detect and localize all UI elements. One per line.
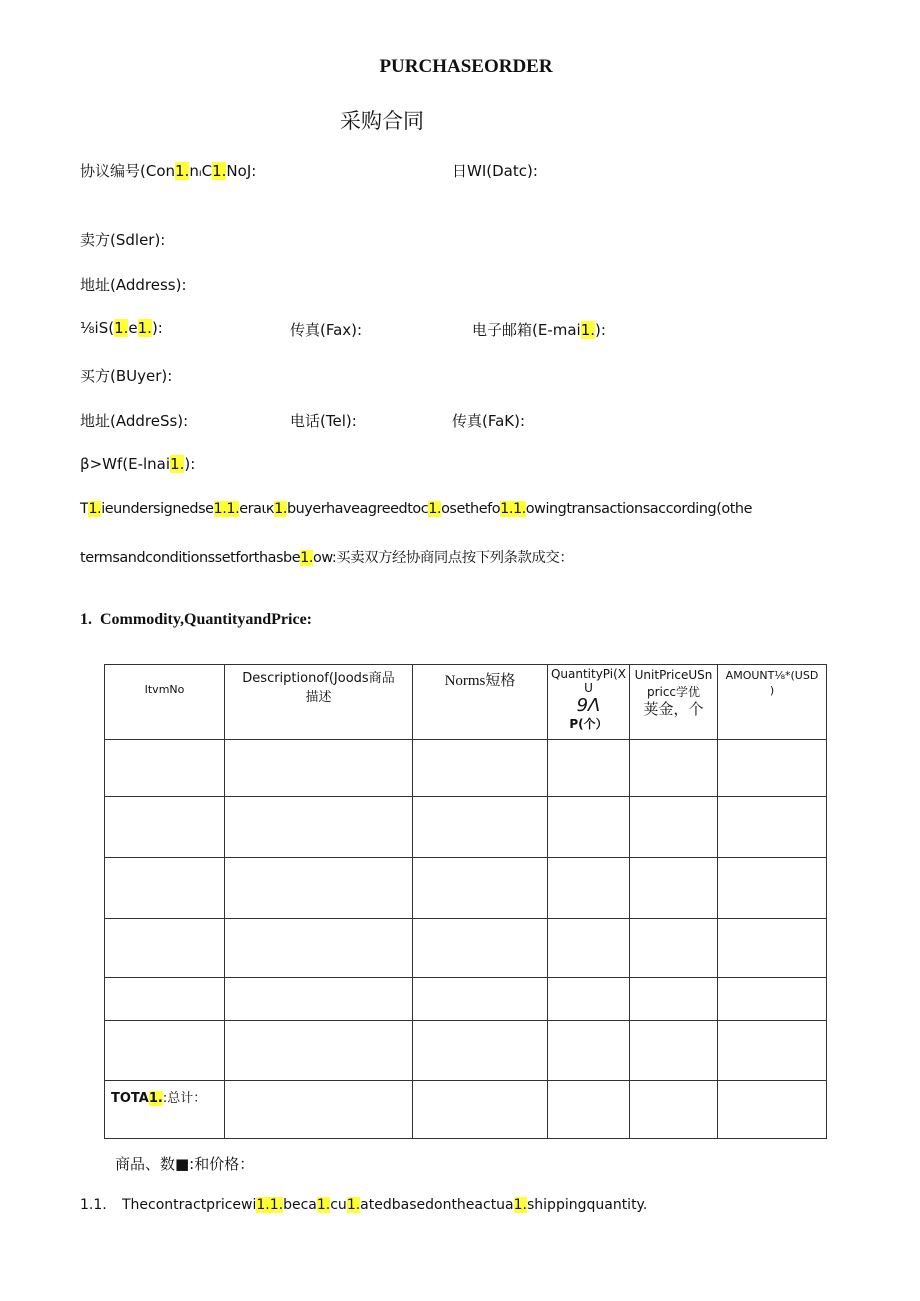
- table-cell[interactable]: [225, 1021, 413, 1081]
- table-cell[interactable]: [718, 1021, 827, 1081]
- table-cell[interactable]: [105, 919, 225, 978]
- total-cell[interactable]: [718, 1081, 827, 1139]
- total-cell[interactable]: [630, 1081, 718, 1139]
- date-label: 日WI(Datc):: [452, 162, 538, 180]
- table-cell[interactable]: [630, 919, 718, 978]
- table-cell[interactable]: [225, 919, 413, 978]
- total-cell[interactable]: [225, 1081, 413, 1139]
- table-row: [105, 740, 827, 797]
- table-note: 商品、数■:和价格：: [115, 1155, 255, 1173]
- table-cell[interactable]: [105, 797, 225, 858]
- table-cell[interactable]: [630, 1021, 718, 1081]
- intro-line-1: T1.ieundersignedse1.1.eraιк1.buyerhaveagreedtoc1.osethefo1.1.owingtransactionsaccording(othe: [80, 501, 752, 517]
- table-cell[interactable]: [225, 978, 413, 1021]
- document-title: PURCHASEORDER: [379, 56, 553, 77]
- table-cell[interactable]: [225, 740, 413, 797]
- table-cell[interactable]: [548, 978, 630, 1021]
- table-cell[interactable]: [413, 919, 548, 978]
- table-cell[interactable]: [548, 858, 630, 919]
- intro-line-2: termsandconditionssetforthasbe1.ow:买卖双方经协商同点按下列条款成交：: [80, 550, 574, 566]
- section-heading: 1. Commodity,QuantityandPrice:: [80, 611, 312, 628]
- table-cell[interactable]: [718, 858, 827, 919]
- table-cell[interactable]: [225, 858, 413, 919]
- seller-email-label: 电子邮箱(E-mai1.):: [472, 321, 606, 339]
- total-cell[interactable]: [413, 1081, 548, 1139]
- table-cell[interactable]: [105, 1021, 225, 1081]
- total-row: [105, 1081, 827, 1139]
- table-cell[interactable]: [548, 1021, 630, 1081]
- contract-no-label: 协议编号(Con1.nıC1.NoJ:: [80, 162, 257, 180]
- table-cell[interactable]: [413, 978, 548, 1021]
- table-cell[interactable]: [548, 919, 630, 978]
- commodity-table: [104, 664, 827, 1139]
- table-cell[interactable]: [548, 740, 630, 797]
- col-header-quantity: QuantityPi(X U 9Λ P(个）: [548, 665, 630, 740]
- table-cell[interactable]: [630, 740, 718, 797]
- table-cell[interactable]: [630, 978, 718, 1021]
- table-cell[interactable]: [718, 797, 827, 858]
- table-cell[interactable]: [413, 740, 548, 797]
- table-row: [105, 1021, 827, 1081]
- table-cell[interactable]: [105, 978, 225, 1021]
- table-cell[interactable]: [718, 740, 827, 797]
- document-subtitle: 采购合同: [340, 109, 424, 133]
- total-cell[interactable]: [548, 1081, 630, 1139]
- buyer-address-label: 地址(AddreSs):: [80, 412, 189, 430]
- table-cell[interactable]: [548, 797, 630, 858]
- total-label: TOTA1.:总计：: [105, 1081, 225, 1139]
- col-header-norms: Norms短格: [413, 665, 548, 740]
- buyer-email-label: β>Wf(E-lnai1.):: [80, 455, 196, 473]
- seller-label: 卖方(Sdler):: [80, 231, 166, 249]
- col-header-item-no: ItvmNo: [105, 665, 225, 740]
- table-row: [105, 978, 827, 1021]
- table-cell[interactable]: [105, 858, 225, 919]
- seller-fax-label: 传真(Fax):: [290, 321, 363, 339]
- table-cell[interactable]: [630, 797, 718, 858]
- table-header-row: [105, 665, 827, 740]
- clause-1-1: 1.1. Thecontractpricewi1.1.beca1.cu1.atedbasedontheactua1.shippingquantity.: [80, 1197, 648, 1213]
- table-cell[interactable]: [413, 1021, 548, 1081]
- table-row: [105, 919, 827, 978]
- col-header-amount: AMOUNT⅛*(USD ): [718, 665, 827, 740]
- seller-tel-label: ⅛iS(1.e1.):: [80, 319, 163, 337]
- table-row: [105, 858, 827, 919]
- buyer-tel-label: 电话(Tel):: [290, 412, 357, 430]
- table-cell[interactable]: [413, 858, 548, 919]
- buyer-label: 买方(BUyer):: [80, 367, 173, 385]
- table-row: [105, 797, 827, 858]
- table-cell[interactable]: [630, 858, 718, 919]
- table-cell[interactable]: [718, 978, 827, 1021]
- col-header-description: Descriptionof(Joods商品 描述: [225, 665, 413, 740]
- col-header-unit-price: UnitPriceUSn pricc学优 荚金，个: [630, 665, 718, 740]
- table-cell[interactable]: [105, 740, 225, 797]
- table-cell[interactable]: [718, 919, 827, 978]
- seller-address-label: 地址(Address):: [80, 276, 187, 294]
- table-cell[interactable]: [225, 797, 413, 858]
- buyer-fax-label: 传真(FaK):: [452, 412, 526, 430]
- table-cell[interactable]: [413, 797, 548, 858]
